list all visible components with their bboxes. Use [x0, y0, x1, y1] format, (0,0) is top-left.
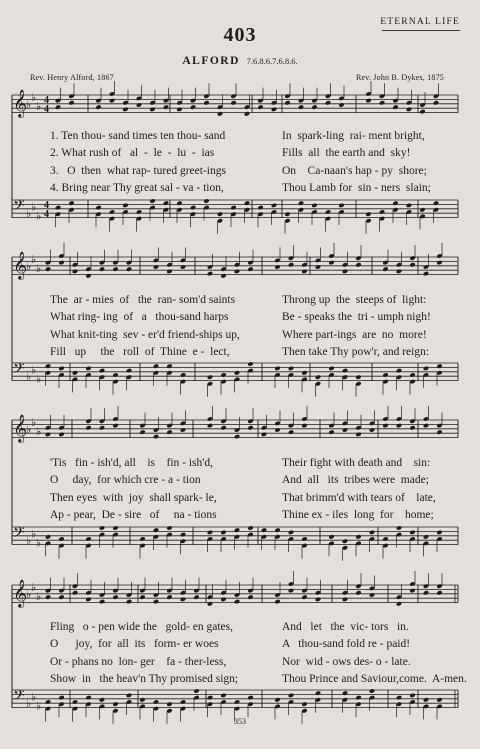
bass-note-head [423, 366, 429, 371]
treble-note-head [247, 266, 253, 271]
bass-note-head [325, 209, 331, 214]
bass-note-head [166, 701, 172, 706]
bass-note-head [379, 209, 385, 214]
treble-note-head [85, 273, 91, 278]
treble-note-head [234, 599, 240, 604]
bass-note-head [99, 525, 105, 530]
lyric-line: 3. O then what rap- tured greet-ings [50, 164, 226, 177]
flat-sign: ♭ [36, 700, 42, 713]
bass-note-head [433, 200, 439, 205]
bass-note-head [342, 690, 348, 695]
treble-note-head [139, 594, 145, 599]
bass-note-head [328, 366, 334, 371]
time-signature: 4 [44, 95, 49, 106]
flat-sign: ♭ [36, 591, 42, 603]
treble-note-head [58, 594, 64, 599]
treble-note-head [112, 594, 118, 599]
treble-note-head [166, 269, 172, 274]
treble-note-head [423, 590, 429, 595]
treble-note-head [122, 107, 128, 112]
treble-note-head [72, 590, 78, 595]
bass-note-head [112, 701, 118, 706]
lyric-line: Where part-ings are no more! [282, 328, 427, 341]
treble-note-head [436, 590, 442, 595]
bass-note-head [436, 363, 442, 368]
treble-note-head [423, 423, 429, 428]
treble-clef: 𝄞 [13, 251, 28, 279]
treble-note-head [45, 432, 51, 437]
treble-note-head [234, 269, 240, 274]
lyric-line: Or - phans no lon- ger fa - ther-less, [50, 655, 227, 668]
bass-note-head [257, 205, 263, 210]
flat-sign: ♭ [26, 698, 32, 711]
treble-note-head [247, 425, 253, 430]
treble-note-head [396, 269, 402, 274]
treble-note-head [369, 427, 375, 432]
bass-note-head [234, 527, 240, 532]
treble-note-head [220, 597, 226, 602]
bass-clef: 𝄢 [13, 197, 25, 218]
bass-note-head [85, 695, 91, 700]
flat-sign: ♭ [36, 101, 42, 113]
lyric-line: Thine ex - iles long for home; [282, 508, 434, 521]
bass-note-head [55, 205, 61, 210]
treble-note-head [288, 588, 294, 593]
bass-note-head [406, 203, 412, 208]
lyric-line: Then take Thy pow'r, and reign: [282, 345, 430, 358]
lyric-line: Be - speaks the tri - umph nigh! [282, 311, 431, 324]
treble-note-head [301, 269, 307, 274]
flat-sign: ♭ [31, 254, 37, 267]
treble-note-head [230, 100, 236, 105]
treble-note-head [99, 266, 105, 271]
treble-note-head [68, 100, 74, 105]
treble-note-head [315, 597, 321, 602]
bass-note-head [369, 530, 375, 535]
flat-sign: ♭ [26, 535, 32, 548]
flat-sign: ♭ [26, 260, 32, 273]
lyric-line: Thou Prince and Saviour,come. A-men. [282, 672, 467, 685]
treble-note-head [163, 104, 169, 109]
bass-note-head [109, 209, 115, 214]
bass-note-head [180, 699, 186, 704]
bass-note-head [217, 211, 223, 216]
treble-note-head [220, 273, 226, 278]
treble-note-head [436, 429, 442, 434]
treble-note-head [166, 594, 172, 599]
treble-note-head [72, 269, 78, 274]
bass-clef: 𝄢 [13, 360, 25, 381]
bass-note-head [274, 366, 280, 371]
bass-note-head [328, 534, 334, 539]
bass-note-head [58, 695, 64, 700]
time-signature: 4 [44, 104, 49, 115]
treble-note-head [355, 432, 361, 437]
treble-note-head [409, 588, 415, 593]
bass-note-head [58, 536, 64, 541]
treble-note-head [207, 271, 213, 276]
treble-note-head [55, 104, 61, 109]
lyric-line: What knit-ting sev - er'd friend-ships up, [50, 328, 240, 341]
bass-note-head [126, 693, 132, 698]
bass-note-head [220, 372, 226, 377]
treble-note-head [153, 599, 159, 604]
lyric-line: Show in the heav'n Thy promised sign; [50, 672, 239, 685]
bass-clef: 𝄢 [13, 524, 25, 545]
treble-note-head [149, 107, 155, 112]
bass-note-head [247, 361, 253, 366]
treble-note-head [180, 597, 186, 602]
bass-note-head [342, 368, 348, 373]
treble-clef: 𝄞 [13, 579, 28, 607]
treble-note-head [176, 107, 182, 112]
treble-note-head [301, 594, 307, 599]
treble-note-head [396, 601, 402, 606]
flat-sign: ♭ [31, 582, 37, 595]
treble-note-head [193, 594, 199, 599]
bass-note-head [271, 203, 277, 208]
bass-note-head [298, 200, 304, 205]
treble-note-head [139, 429, 145, 434]
flat-sign: ♭ [36, 426, 42, 438]
page-number: 353 [234, 717, 246, 726]
section-title: ETERNAL LIFE [380, 17, 460, 27]
treble-note-head [45, 266, 51, 271]
treble-note-head [392, 104, 398, 109]
treble-note-head [342, 269, 348, 274]
treble-clef: 𝄞 [13, 89, 28, 117]
bass-note-head [382, 372, 388, 377]
lyric-line: Fling o - pen wide the gold- en gates, [50, 621, 234, 633]
tune-name: ALFORD [182, 55, 240, 67]
treble-note-head [311, 104, 317, 109]
bass-note-head [244, 200, 250, 205]
flat-sign: ♭ [26, 423, 32, 436]
treble-note-head [99, 425, 105, 430]
bass-note-head [392, 200, 398, 205]
treble-note-head [409, 262, 415, 267]
treble-note-head [284, 100, 290, 105]
treble-note-head [207, 601, 213, 606]
bass-note-head [355, 534, 361, 539]
bass-note-head [396, 695, 402, 700]
bass-note-head [365, 211, 371, 216]
bass-note-head [166, 525, 172, 530]
meter: 7.6.8.6.7.6.8.6. [246, 56, 298, 66]
bass-note-head [274, 527, 280, 532]
treble-note-head [153, 434, 159, 439]
lyric-line: That brimm'd with tears of late, [282, 491, 436, 504]
treble-note-head [274, 264, 280, 269]
treble-note-head [328, 429, 334, 434]
treble-note-head [112, 423, 118, 428]
bass-note-head [247, 525, 253, 530]
lyric-line: 4. Bring near Thy great sal - va - tion, [50, 181, 224, 194]
bass-note-head [85, 536, 91, 541]
bass-note-head [274, 697, 280, 702]
bass-note-head [190, 205, 196, 210]
lyric-line: What ring- ing of a thou-sand harps [50, 311, 229, 324]
treble-note-head [271, 107, 277, 112]
bass-note-head [382, 536, 388, 541]
treble-note-head [58, 432, 64, 437]
treble-note-head [419, 109, 425, 114]
treble-note-head [382, 266, 388, 271]
treble-note-head [288, 429, 294, 434]
treble-note-head [369, 592, 375, 597]
lyric-line: 2. What rush of al - le - lu - ias [50, 147, 215, 160]
lyric-line: Throng up the steeps of light: [282, 294, 427, 306]
flat-sign: ♭ [31, 691, 37, 704]
lyric-line: Fills all the earth and sky! [282, 147, 411, 160]
treble-note-head [95, 104, 101, 109]
bass-note-head [85, 366, 91, 371]
treble-note-head [396, 423, 402, 428]
bass-note-head [45, 534, 51, 539]
bass-note-head [58, 366, 64, 371]
bass-note-head [207, 374, 213, 379]
bass-note-head [288, 366, 294, 371]
bass-note-head [315, 374, 321, 379]
bass-note-head [72, 370, 78, 375]
bass-note-head [153, 527, 159, 532]
bass-note-head [409, 530, 415, 535]
treble-note-head [355, 590, 361, 595]
bass-note-head [301, 370, 307, 375]
treble-note-head [433, 100, 439, 105]
lyric-line: O day, for which cre - a - tion [50, 474, 201, 487]
bass-note-head [409, 372, 415, 377]
flat-sign: ♭ [26, 371, 32, 384]
bass-note-head [72, 699, 78, 704]
treble-note-head [325, 100, 331, 105]
bass-note-head [396, 525, 402, 530]
treble-note-head [109, 98, 115, 103]
treble-note-head [382, 423, 388, 428]
treble-note-head [85, 425, 91, 430]
treble-note-head [126, 599, 132, 604]
lyric-line: Nor wid - ows des- o - late. [282, 655, 411, 668]
bass-note-head [234, 699, 240, 704]
treble-note-head [166, 429, 172, 434]
treble-note-head [288, 262, 294, 267]
bass-note-head [149, 198, 155, 203]
bass-note-head [176, 200, 182, 205]
bass-note-head [203, 198, 209, 203]
bass-note-head [230, 205, 236, 210]
treble-note-head [342, 427, 348, 432]
bass-note-head [193, 688, 199, 693]
treble-note-head [190, 104, 196, 109]
treble-note-head [423, 271, 429, 276]
bass-note-head [436, 530, 442, 535]
bass-clef: 𝄢 [13, 687, 25, 708]
bass-note-head [45, 363, 51, 368]
bass-note-head [301, 536, 307, 541]
music-credit: Rev. John B. Dykes, 1875 [355, 73, 444, 82]
flat-sign: ♭ [36, 263, 42, 275]
bass-note-head [153, 699, 159, 704]
lyric-line: On Ca-naan's hap - py shore; [282, 164, 427, 177]
bass-note-head [288, 693, 294, 698]
bass-note-head [288, 530, 294, 535]
bass-note-head [139, 697, 145, 702]
treble-note-head [409, 425, 415, 430]
treble-note-head [217, 111, 223, 116]
flat-sign: ♭ [31, 417, 37, 430]
treble-note-head [274, 599, 280, 604]
flat-sign: ♭ [31, 364, 37, 377]
hymn-number: 403 [223, 24, 257, 46]
treble-note-head [136, 102, 142, 107]
bass-note-head [247, 695, 253, 700]
lyric-line: 'Tis fin - ish'd, all is fin - ish'd, [50, 457, 213, 469]
flat-sign: ♭ [36, 537, 42, 550]
bass-note-head [68, 200, 74, 205]
bass-note-head [153, 363, 159, 368]
treble-clef: 𝄞 [13, 414, 28, 442]
bass-note-head [112, 372, 118, 377]
treble-note-head [207, 423, 213, 428]
bass-note-head [45, 699, 51, 704]
treble-note-head [180, 427, 186, 432]
flat-sign: ♭ [31, 528, 37, 541]
treble-note-head [99, 599, 105, 604]
bass-note-head [139, 536, 145, 541]
treble-note-head [247, 594, 253, 599]
lyric-line: Their fight with death and sin: [282, 457, 431, 469]
treble-note-head [85, 597, 91, 602]
bass-note-head [163, 200, 169, 205]
bass-note-head [423, 697, 429, 702]
treble-note-head [45, 594, 51, 599]
treble-note-head [153, 264, 159, 269]
time-signature: 4 [44, 200, 49, 211]
bass-note-head [396, 368, 402, 373]
treble-note-head [301, 423, 307, 428]
treble-note-head [338, 102, 344, 107]
bass-note-head [95, 205, 101, 210]
bass-note-head [423, 534, 429, 539]
lyric-line: And all its tribes were made; [282, 474, 429, 487]
bass-note-head [99, 697, 105, 702]
bass-note-head [311, 203, 317, 208]
flat-sign: ♭ [36, 210, 42, 223]
lyric-line: O joy, for all its form- er woes [50, 638, 219, 651]
bass-note-head [355, 695, 361, 700]
flat-sign: ♭ [26, 588, 32, 601]
treble-note-head [274, 427, 280, 432]
treble-note-head [112, 266, 118, 271]
treble-note-head [406, 107, 412, 112]
treble-note-head [342, 597, 348, 602]
bass-note-head [220, 693, 226, 698]
treble-note-head [257, 104, 263, 109]
treble-note-head [203, 100, 209, 105]
bass-note-head [136, 209, 142, 214]
bass-note-head [207, 695, 213, 700]
lyric-line: In spark-ling rai- ment bright, [282, 130, 425, 142]
lyric-line: A thou-sand fold re - paid! [282, 638, 411, 651]
bass-note-head [207, 530, 213, 535]
flat-sign: ♭ [31, 92, 37, 105]
treble-note-head [436, 260, 442, 265]
lyric-line: And let the vic- tors in. [282, 621, 409, 633]
treble-note-head [261, 432, 267, 437]
flat-sign: ♭ [31, 201, 37, 214]
time-signature: 4 [44, 209, 49, 220]
bass-note-head [112, 525, 118, 530]
bass-note-head [419, 207, 425, 212]
bass-note-head [126, 368, 132, 373]
bass-note-head [315, 690, 321, 695]
words-credit: Rev. Henry Alford, 1867 [30, 73, 114, 82]
treble-note-head [180, 264, 186, 269]
treble-note-head [379, 100, 385, 105]
lyric-line: Thou Lamb for sin - ners slain; [282, 181, 431, 194]
treble-note-head [234, 434, 240, 439]
flat-sign: ♭ [36, 373, 42, 386]
treble-note-head [126, 266, 132, 271]
bass-note-head [234, 370, 240, 375]
flat-sign: ♭ [26, 208, 32, 221]
treble-note-head [328, 260, 334, 265]
lyric-line: Fill up the roll of Thine e - lect, [50, 345, 230, 358]
bass-note-head [338, 203, 344, 208]
treble-note-head [244, 111, 250, 116]
flat-sign: ♭ [26, 98, 32, 111]
bass-note-head [284, 211, 290, 216]
treble-note-head [298, 104, 304, 109]
lyric-line: 1. Ten thou- sand times ten thou- sand [50, 130, 226, 142]
bass-note-head [99, 368, 105, 373]
bass-note-head [369, 688, 375, 693]
bass-note-head [166, 363, 172, 368]
lyric-line: Ap - pear, De - sire of na - tions [50, 508, 217, 521]
bass-note-head [122, 203, 128, 208]
bass-note-head [409, 693, 415, 698]
lyric-line: Then eyes with joy shall spark- le, [50, 491, 217, 504]
treble-note-head [355, 262, 361, 267]
lyric-line: The ar - mies of the ran- som'd saints [50, 294, 236, 306]
bass-note-head [261, 527, 267, 532]
bass-note-head [342, 538, 348, 543]
bass-note-head [355, 374, 361, 379]
treble-note-head [315, 264, 321, 269]
treble-note-head [58, 260, 64, 265]
treble-note-head [365, 98, 371, 103]
bass-note-head [180, 532, 186, 537]
bass-note-head [436, 697, 442, 702]
bass-note-head [301, 701, 307, 706]
bass-note-head [220, 530, 226, 535]
treble-note-head [220, 425, 226, 430]
bass-note-head [180, 372, 186, 377]
